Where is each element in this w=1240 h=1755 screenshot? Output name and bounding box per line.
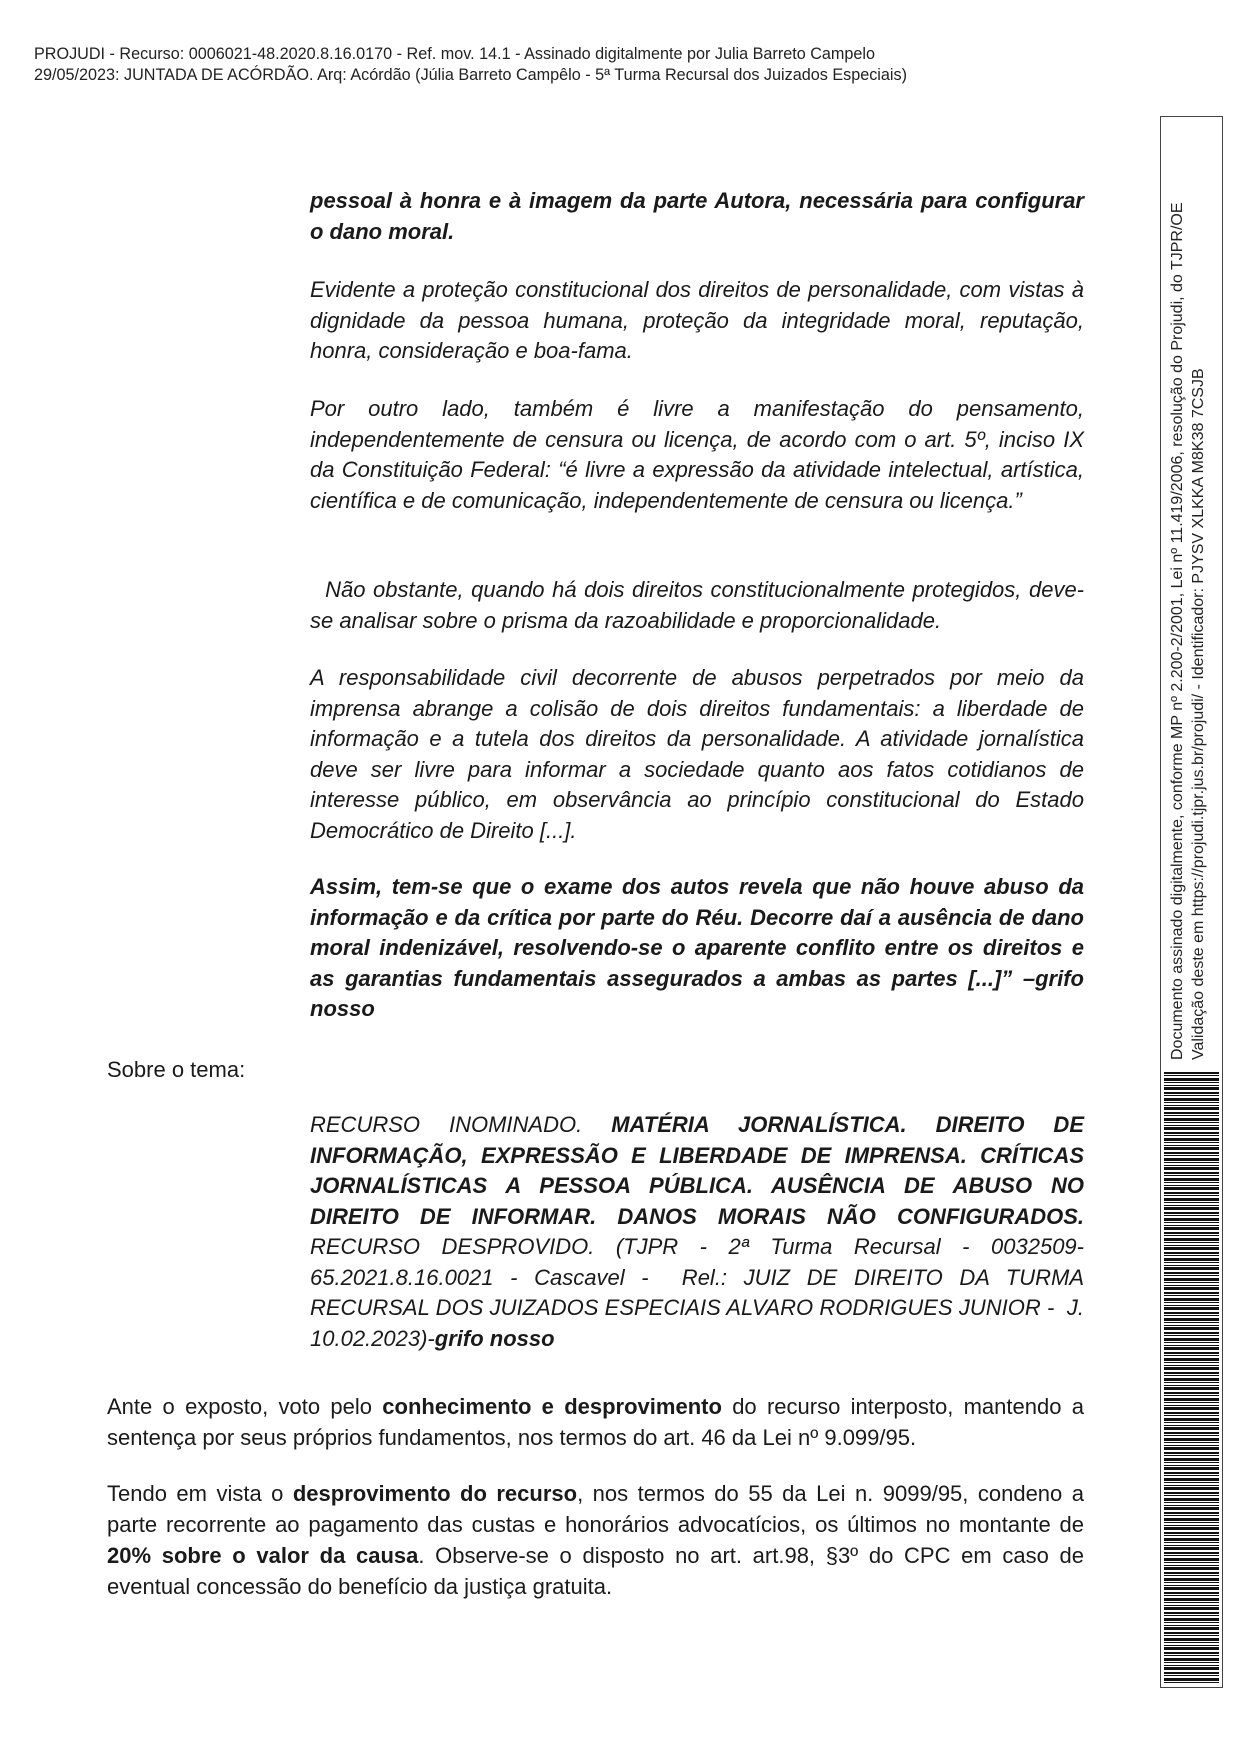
quote-paragraph-2: Evidente a proteção constitucional dos direitos de personalidade, com vistas à dignidade da pessoa humana, proteção da integridade moral, reputação, honra, consideração e boa-fama. [310,277,1084,363]
ementa-citation [310,1110,1084,1354]
conclusion-paragraph-2: Tendo em vista o desprovimento do recurso, nos termos do 55 da Lei n. 9099/95, condeno a parte recorrente ao pagamento das custas e honorários advocatícios, os últimos no montante de 20% sobre o valor da causa. Observe-se o disposto no art. art.98, §3º do CPC em caso de eventual concessão do benefício da justiça gratuita. [107,1481,1085,1599]
ementa-lead: RECURSO INOMINADO. [310,1112,612,1137]
conclusion-paragraph-1: Ante o exposto, voto pelo conhecimento e desprovimento do recurso interposto, mantendo a sentença por seus próprios fundamentos, nos termos do art. 46 da Lei nº 9.099/95. [107,1394,1084,1450]
quote-paragraph-5: A responsabilidade civil decorrente de abusos perpetrados por meio da imprensa abrange a colisão de dois direitos fundamentais: a liberdade de informação e a tutela dos direitos da personalidade. A atividade jornalística deve ser livre para informar a sociedade quanto aos fatos cotidianos de interesse público, em observância ao princípio constitucional do Estado Democrático de Direito [...]. [310,665,1084,843]
quote-paragraph-6: Assim, tem-se que o exame dos autos revela que não houve abuso da informação e da crítica por parte do Réu. Decorre daí a ausência de dano moral indenizável, resolvendo-se o aparente conflito entre os direitos e as garantias fundamentais assegurados a ambas as partes [...]” –grifo nosso [310,874,1084,1021]
section-label: Sobre o tema: [107,1057,246,1082]
header-line-1: PROJUDI - Recurso: 0006021-48.2020.8.16.0170 - Ref. mov. 14.1 - Assinado digitalmente por Julia Barreto Campelo [34,45,875,63]
quote-paragraph-1: pessoal à honra e à imagem da parte Autora, necessária para configurar o dano moral. [310,188,1084,244]
document-header [34,44,907,86]
header-line-2: 29/05/2023: JUNTADA DE ACÓRDÃO. Arq: Acórdão (Júlia Barreto Campêlo - 5ª Turma Recursal dos Juizados Especiais) [34,66,907,84]
signature-line-1: Documento assinado digitalmente, conforme MP nº 2.200-2/2001, Lei nº 11.419/2006, resolução do Projudi, do TJPR/OE [1169,202,1186,1060]
signature-text [1167,202,1209,1060]
signature-line-2: Validação deste em https://projudi.tjpr.jus.br/projudi/ - Identificador: PJYSV XLKKA M8K38 7CSJB [1190,368,1207,1060]
ementa-bold: MATÉRIA JORNALÍSTICA. DIREITO DE INFORMAÇÃO, EXPRESSÃO E LIBERDADE DE IMPRENSA. CRÍTICAS JORNALÍSTICAS A PESSOA PÚBLICA. AUSÊNCIA DE ABUSO NO DIREITO DE INFORMAR. DANOS MORAIS NÃO CONFIGURADOS. [310,1112,1084,1229]
quote-paragraph-3: Por outro lado, também é livre a manifestação do pensamento, independentemente de censura ou licença, de acordo com o art. 5º, inciso IX da Constituição Federal: “é livre a expressão da atividade intelectual, artística, científica e de comunicação, independentemente de censura ou licença.” [310,396,1084,513]
barcode [1164,1072,1219,1684]
quote-paragraph-4: Não obstante, quando há dois direitos constitucionalmente protegidos, deve-se analisar sobre o prisma da razoabilidade e proporcionalidade. [310,577,1084,633]
ementa-rest: RECURSO DESPROVIDO. (TJPR - 2ª Turma Recursal - 0032509-65.2021.8.16.0021 - Cascavel - Rel.: JUIZ DE DIREITO DA TURMA RECURSAL DOS JUIZADOS ESPECIAIS ALVARO RODRIGUES JUNIOR - J. 10.02.2023)- [310,1234,1084,1351]
ementa-tail: grifo nosso [434,1325,555,1351]
